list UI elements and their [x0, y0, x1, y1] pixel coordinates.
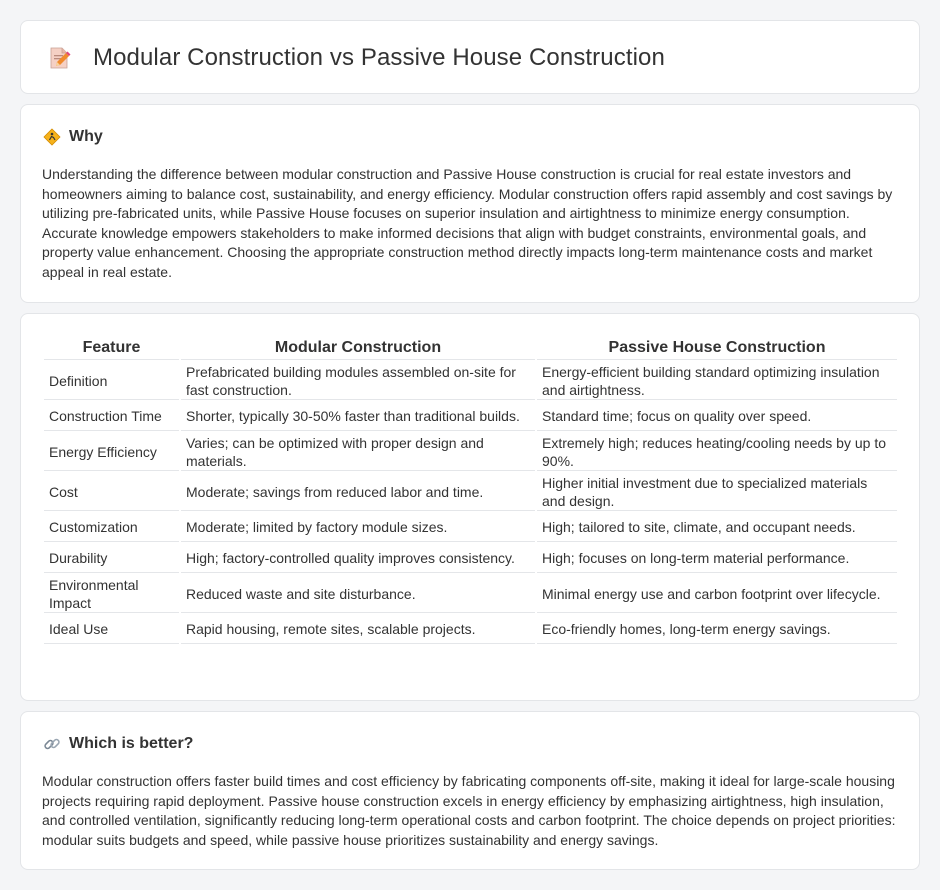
header-card	[20, 20, 920, 94]
which-better-text: Modular construction offers faster build times and cost efficiency by fabricating components off-site, making it ideal for large-scale housing projects requiring rapid deployment. Passive house construction excels in energy efficiency by emphasizing airtightness, high insulation, and controlled ventilation, significantly reducing long-term operational costs and carbon footprint. The choice depends on project priorities: modular suits budgets and speed, while passive house prioritizes sustainability and energy savings.	[42, 773, 896, 848]
passive-cell: High; focuses on long-term material performance.	[537, 544, 897, 573]
table-row	[44, 513, 897, 542]
modular-cell: Moderate; savings from reduced labor and time.	[181, 473, 535, 511]
table-row	[44, 362, 897, 400]
feature-cell: Durability	[44, 544, 179, 573]
passive-cell: High; tailored to site, climate, and occupant needs.	[537, 513, 897, 542]
passive-cell: Standard time; focus on quality over speed.	[537, 402, 897, 431]
comparison-table	[42, 336, 899, 646]
why-text: Understanding the difference between modular construction and Passive House construction is crucial for real estate investors and homeowners aiming to balance cost, sustainability, and energy efficiency. Modular construction offers rapid assembly and cost savings by utilizing pre-fabricated units, while Passive House focuses on superior insulation and airtightness to minimize energy consumption. Accurate knowledge empowers stakeholders to make informed decisions that align with budget constraints, environmental goals, and property value enhancement. Choosing the appropriate construction method directly impacts long-term maintenance costs and market appeal in real estate.	[42, 166, 893, 280]
passive-cell: Minimal energy use and carbon footprint over lifecycle.	[537, 575, 897, 613]
table-row	[44, 473, 897, 511]
modular-cell: Reduced waste and site disturbance.	[181, 575, 535, 613]
table-row	[44, 575, 897, 613]
feature-cell: Customization	[44, 513, 179, 542]
why-header	[43, 126, 103, 148]
page-title: Modular Construction vs Passive House Construction	[93, 44, 665, 71]
column-header-feature: Feature	[44, 338, 179, 360]
which-better-section	[20, 711, 920, 870]
passive-cell: Eco-friendly homes, long-term energy savings.	[537, 615, 897, 644]
modular-cell: Prefabricated building modules assembled on-site for fast construction.	[181, 362, 535, 400]
table-header-row	[44, 338, 897, 360]
column-header-modular: Modular Construction	[181, 338, 535, 360]
which-better-title: Which is better?	[69, 735, 194, 752]
passive-cell: Extremely high; reduces heating/cooling needs by up to 90%.	[537, 433, 897, 471]
feature-cell: Ideal Use	[44, 615, 179, 644]
page-header	[47, 43, 665, 73]
link-icon	[43, 735, 61, 753]
modular-cell: Rapid housing, remote sites, scalable projects.	[181, 615, 535, 644]
feature-cell: Cost	[44, 473, 179, 511]
feature-cell: Environmental Impact	[44, 575, 179, 613]
modular-cell: Varies; can be optimized with proper design and materials.	[181, 433, 535, 471]
passive-cell: Energy-efficient building standard optimizing insulation and airtightness.	[537, 362, 897, 400]
comparison-card	[20, 313, 920, 701]
table-row	[44, 615, 897, 644]
column-header-passive: Passive House Construction	[537, 338, 897, 360]
construction-sign-icon	[43, 128, 61, 146]
table-row	[44, 402, 897, 431]
feature-cell: Definition	[44, 362, 179, 400]
modular-cell: Shorter, typically 30-50% faster than traditional builds.	[181, 402, 535, 431]
modular-cell: High; factory-controlled quality improves consistency.	[181, 544, 535, 573]
why-title: Why	[69, 128, 103, 145]
table-row	[44, 433, 897, 471]
feature-cell: Energy Efficiency	[44, 433, 179, 471]
modular-cell: Moderate; limited by factory module sizes.	[181, 513, 535, 542]
passive-cell: Higher initial investment due to specialized materials and design.	[537, 473, 897, 511]
feature-cell: Construction Time	[44, 402, 179, 431]
which-better-header	[43, 733, 193, 755]
table-row	[44, 544, 897, 573]
why-section	[20, 104, 920, 303]
document-pencil-icon	[47, 46, 71, 70]
